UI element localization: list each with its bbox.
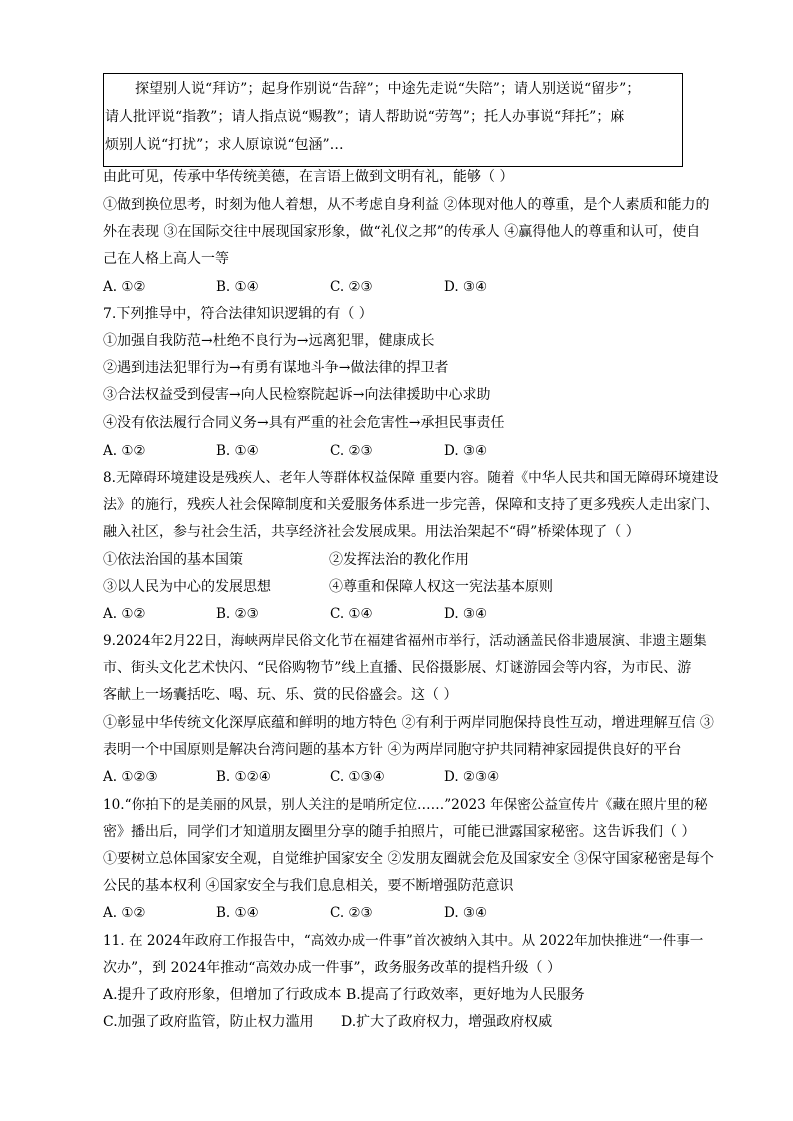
q11-stem-line: 11. 在 2024年政府工作报告中，“高效办成一件事”首次被纳入其中。从 2022年加快推进“一件事一: [103, 933, 704, 949]
q9-statement-line: ①彰显中华传统文化深厚底蕴和鲜明的地方特色 ②有利于两岸同胞保持良性互动，增进理解互信 ③: [103, 715, 714, 731]
box-line-2: 请人批评说“指教”；请人指点说“赐教”；请人帮助说“劳驾”；托人办事说“拜托”；麻: [105, 109, 625, 125]
q8-item: ③以人民为中心的发展思想: [103, 579, 271, 595]
q8-item: ②发挥法治的教化作用: [329, 552, 469, 568]
q8-stem-line: 法》的施行，残疾人社会保障制度和关爱服务体系进一步完善，保障和支持了更多残疾人走出家门、: [103, 497, 719, 513]
q6-option-d: D. ③④: [444, 279, 488, 295]
q6-option-a: A. ①②: [103, 279, 146, 295]
box-line-1: 探望别人说“拜访”；起身作别说“告辞”；中途先走说“失陪”；请人别送说“留步”；: [135, 81, 641, 97]
q11-stem-line: 次办”，到 2024年推动“高效办成一件事”，政务服务改革的提档升级（ ）: [103, 960, 561, 976]
q10-statement-line: ①要树立总体国家安全观，自觉维护国家安全 ②发朋友圈就会危及国家安全 ③保守国家秘密是每个: [103, 851, 714, 867]
q6-statement-line: ①做到换位思考，时刻为他人着想，从不考虑自身利益 ②体现对他人的尊重，是个人素质和能力的: [103, 197, 710, 213]
q7-item: ①加强自我防范→杜绝不良行为→远离犯罪，健康成长: [103, 333, 435, 349]
q10-stem-line: 密》播出后，同学们才知道朋友圈里分享的随手拍照片，可能已泄露国家秘密。这告诉我们（ ）: [103, 824, 696, 840]
q9-option-a: A. ①②③: [103, 769, 158, 785]
q6-stem: 由此可见，传承中华传统美德，在言语上做到文明有礼，能够（ ）: [103, 169, 514, 185]
q7-item: ②遇到违法犯罪行为→有勇有谋地斗争→做法律的捍卫者: [103, 360, 449, 376]
q11-option-d: D.扩大了政府权力，增强政府权威: [341, 1014, 553, 1030]
q8-stem-line: 融入社区，参与社会生活，共享经济社会发展成果。用法治架起不“碍”桥梁体现了（ ）: [103, 524, 640, 540]
q8-item: ①依法治国的基本国策: [103, 552, 243, 568]
q10-option-a: A. ①②: [103, 905, 146, 921]
q8-stem-line: 8.无障碍环境建设是残疾人、老年人等群体权益保障 重要内容。随着《中华人民共和国无障碍环境建设: [103, 470, 719, 486]
q8-option-c: C. ①④: [330, 606, 373, 622]
q11-option-c: C.加强了政府监管，防止权力滥用: [103, 1014, 314, 1030]
q7-stem: 7.下列推导中，符合法律知识逻辑的有（ ）: [103, 306, 373, 322]
q7-item: ④没有依法履行合同义务→具有严重的社会危害性→承担民事责任: [103, 415, 505, 431]
q8-option-a: A. ①②: [103, 606, 146, 622]
q9-stem-line: 市、街头文化艺术快闪、“民俗购物节”线上直播、民俗摄影展、灯谜游园会等内容，为市民、游: [103, 660, 692, 676]
q8-option-d: D. ③④: [444, 606, 488, 622]
q11-option-ab: A.提升了政府形象，但增加了行政成本 B.提高了行政效率，更好地为人民服务: [103, 987, 585, 1003]
q7-option-c: C. ②③: [330, 443, 373, 459]
q10-stem-line: 10.“你拍下的是美丽的风景，别人关注的是哨所定位……”2023 年保密公益宣传片《藏在照片里的秘: [103, 797, 708, 813]
q9-stem-line: 客献上一场囊括吃、喝、玩、乐、赏的民俗盛会。这（ ）: [103, 687, 458, 703]
quote-box: [103, 73, 683, 167]
q9-option-b: B. ①②④: [216, 769, 271, 785]
box-line-3: 烦别人说“打扰”；求人原谅说“包涵”…: [105, 137, 344, 153]
q9-stem-line: 9.2024年2月22日，海峡两岸民俗文化节在福建省福州市举行，活动涵盖民俗非遗展演、非遗主题集: [103, 633, 707, 649]
q7-option-d: D. ③④: [444, 443, 488, 459]
q10-option-d: D. ③④: [444, 905, 488, 921]
q10-option-c: C. ②③: [330, 905, 373, 921]
q6-option-b: B. ①④: [216, 279, 259, 295]
q6-statement-line: 己在人格上高人一等: [103, 251, 229, 267]
q9-statement-line: 表明一个中国原则是解决台湾问题的基本方针 ④为两岸同胞守护共同精神家园提供良好的平台: [103, 742, 682, 758]
q9-option-d: D. ②③④: [444, 769, 500, 785]
q7-option-b: B. ①④: [216, 443, 259, 459]
q9-option-c: C. ①③④: [330, 769, 385, 785]
q7-option-a: A. ①②: [103, 443, 146, 459]
q7-item: ③合法权益受到侵害→向人民检察院起诉→向法律援助中心求助: [103, 387, 491, 403]
q6-statement-line: 外在表现 ③在国际交往中展现国家形象，做“礼仪之邦”的传承人 ④赢得他人的尊重和认可，使自: [103, 224, 701, 240]
q8-item: ④尊重和保障人权这一宪法基本原则: [329, 579, 553, 595]
q10-statement-line: 公民的基本权利 ④国家安全与我们息息相关，要不断增强防范意识: [103, 878, 514, 894]
q10-option-b: B. ①④: [216, 905, 259, 921]
q8-option-b: B. ②③: [216, 606, 259, 622]
q6-option-c: C. ②③: [330, 279, 373, 295]
